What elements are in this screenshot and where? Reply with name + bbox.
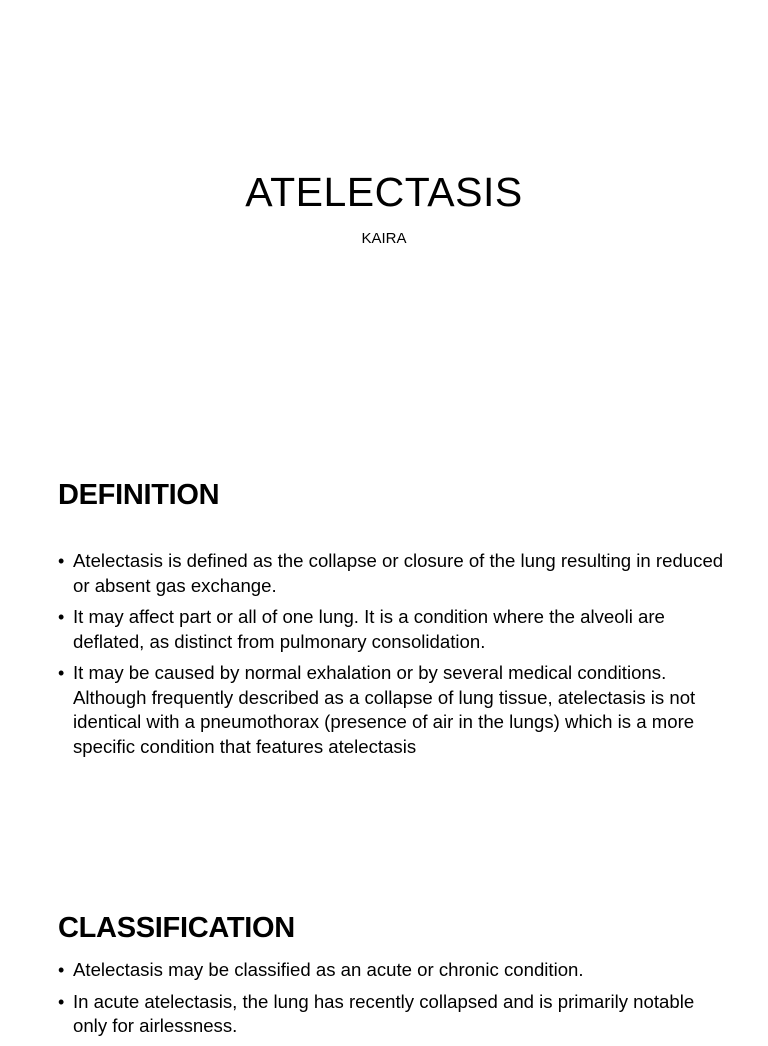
- classification-bullet-text: In acute atelectasis, the lung has recently collapsed and is primarily notable only for airlessness.: [73, 990, 695, 1036]
- presentation-subtitle: KAIRA: [361, 230, 407, 247]
- definition-slide: [0, 432, 768, 864]
- bullet-icon: •: [58, 551, 65, 571]
- bullet-icon: •: [58, 607, 65, 627]
- presentation-title: ATELECTASIS: [245, 169, 523, 215]
- bullet-icon: •: [58, 663, 65, 683]
- definition-bullet-text: It may be caused by normal exhalation or by several medical conditions. Although frequently described as a collapse of lung tissue, atelectasis is not identical with a pneumothorax (presence of air in the lungs) which is a more specific condition that features atelectasis: [73, 662, 696, 757]
- definition-bullet-item: [58, 661, 728, 759]
- classification-bullet-text: Atelectasis may be classified as an acute or chronic condition.: [73, 959, 584, 980]
- definition-bullet-item: [58, 549, 728, 598]
- classification-heading: CLASSIFICATION: [58, 912, 295, 944]
- title-slide: [0, 0, 768, 432]
- classification-bullet-item: [58, 990, 728, 1039]
- definition-bullet-list: [58, 549, 728, 766]
- definition-bullet-item: [58, 605, 728, 654]
- bullet-icon: •: [58, 991, 65, 1012]
- classification-bullet-list: [58, 958, 728, 1046]
- bullet-icon: •: [58, 960, 65, 980]
- definition-heading: DEFINITION: [58, 479, 220, 511]
- classification-slide: [0, 864, 768, 1036]
- classification-bullet-item: [58, 958, 728, 983]
- definition-bullet-text: Atelectasis is defined as the collapse or closure of the lung resulting in reduced or absent gas exchange.: [73, 550, 724, 596]
- definition-bullet-text: It may affect part or all of one lung. It is a condition where the alveoli are deflated, as distinct from pulmonary consolidation.: [73, 606, 665, 652]
